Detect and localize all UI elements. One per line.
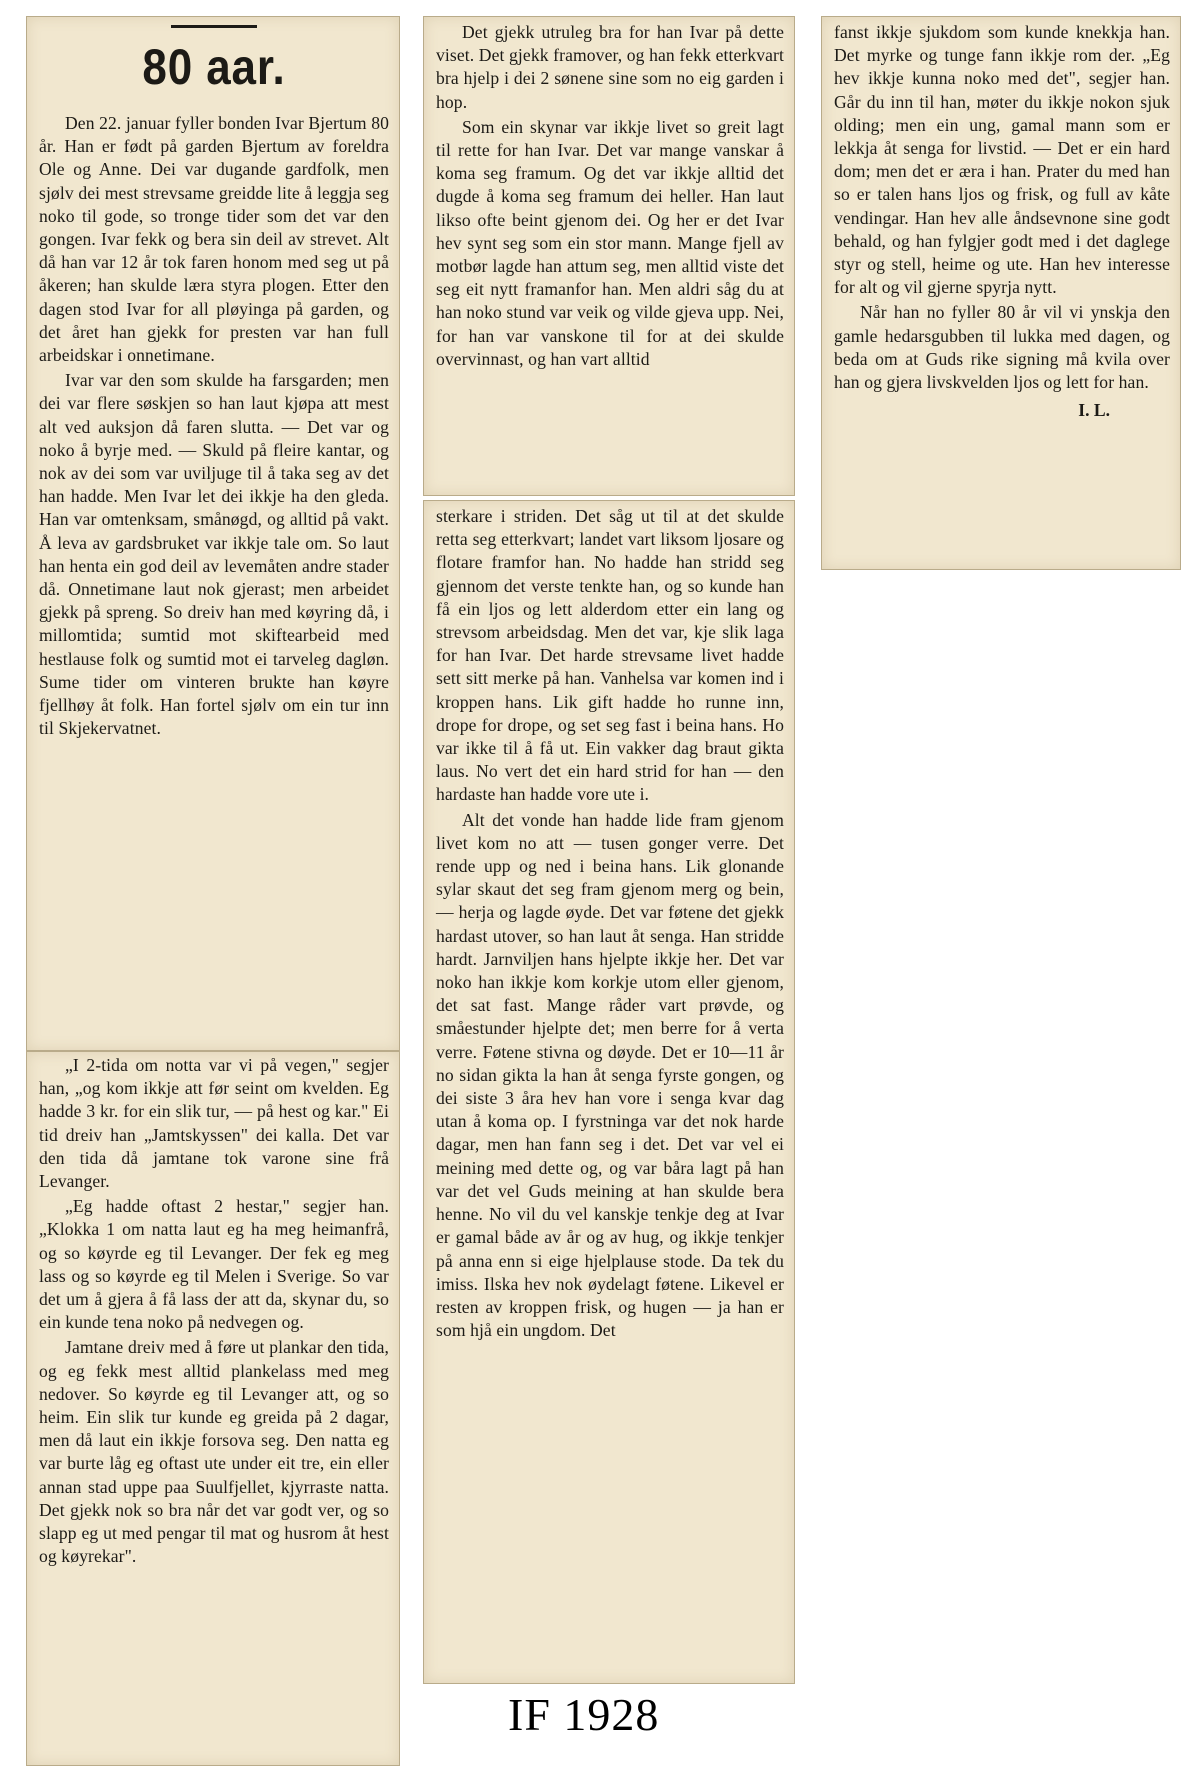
author-signature: I. L.	[1078, 400, 1110, 421]
paragraph: „I 2-tida om notta var vi på vegen," segjer han, „og kom ikkje att før seint om kvelden. Eg hadde 3 kr. for ein slik tur, — på hest og kar." Ei tid dreiv han „Jamtskyssen" dei kalla. Det var den tida då jamtane tok varone sine frå Levanger.	[39, 1055, 389, 1192]
clipping-col1-top	[26, 16, 400, 1051]
clipping-col2-top	[423, 16, 795, 496]
paragraph: Når han no fyller 80 år vil vi ynskja den gamle hedarsgubben til lukka med dagen, og beda om at Guds rike signing må kvila over han og gjera livskvelden ljos og lett for han.	[834, 302, 1170, 393]
paragraph: Den 22. januar fyller bonden Ivar Bjertum 80 år. Han er født på garden Bjertum av foreldra Ole og Anne. Dei var dugande gardfolk, men sjølv dei mest strevsame greidde lite å leggja seg noko til gode, so tronge tider som det var den gongen. Ivar fekk og bera sin deil av strevet. Alt då han var 12 år tok faren honom med seg ut på åkeren; han skulde læra styra plogen. Etter den dagen stod Ivar for all pløyinga på garden, og det året han gjekk for presten var han full arbeidskar i onnetimane.	[39, 113, 389, 366]
paragraph: Som ein skynar var ikkje livet so greit lagt til rette for han Ivar. Det var mange vanskar å koma seg framum. Og det var ikkje alltid det dugde å koma seg framum dei heller. Han laut likso ofte beint gjenom dei. Og her er det Ivar hev synt seg som ein stor mann. Mange fjell av motbør lagde han attum seg, men alltid viste det seg eit nytt framanfor han. Men aldri såg du at han noko stund var veik og vilde gjeva upp. Nei, for han var vanskone til for at dei skulde overvinnast, og han vart alltid	[436, 116, 784, 369]
paragraph: Det gjekk utruleg bra for han Ivar på dette viset. Det gjekk framover, og han fekk etterkvart bra hjelp i dei 2 sønene sine som no eig garden i hop.	[436, 22, 784, 112]
paragraph: Ivar var den som skulde ha farsgarden; men dei var flere søskjen so han laut kjøpa att mest alt ved auksjon då faren slutta. — Det var og noko å byrje med. — Skuld på fleire kantar, og nok av dei som var uviljuge til å taka seg av det han hadde. Men Ivar let dei ikkje ha den gleda. Han var omtenksam, smånøgd, og alltid på vakt. Å leva av gardsbruket var ikkje tale om. So laut han henta ein god deil av levemåten andre stader då. Onnetimane laut nok gjerast; men arbeidet gjekk på spreng. So dreiv han med køyring då, i millomtida; sumtid mot skiftearbeid med hestlause folk og sumtid mot ei tarveleg dagløn. Sume tider om vinteren brukte han køyre fjellhøy åt folk. Han fortel sjølv om ein tur inn til Skjekervatnet.	[39, 370, 389, 739]
headline-rule	[171, 25, 257, 28]
clipping-col3	[821, 16, 1181, 570]
paragraph: Jamtane dreiv med å føre ut plankar den tida, og eg fekk mest alltid plankelass med meg nedover. So køyrde eg til Levanger att, og so heim. Ein slik tur kunde eg greida på 2 dagar, men då laut ein ikkje forsova seg. Den natta eg var burte låg eg oftast ute under eit tre, ein eller annan stad uppe paa Suulfjellet, kjyrraste natta. Det gjekk nok so bra når det var godt ver, og so slapp eg ut med pengar til mat og husrom åt hest og køyrekar".	[39, 1337, 389, 1567]
archive-caption: IF 1928	[508, 1689, 660, 1740]
paragraph: „Eg hadde oftast 2 hestar," segjer han. „Klokka 1 om natta laut eg ha meg heimanfrå, og so køyrde eg til Levanger. Der fek eg meg lass og so køyrde eg til Melen i Sverige. So var det um å gjera å få lass der att da, skynar du, so ein kunde tena noko på nedvegen og.	[39, 1196, 389, 1333]
paragraph: fanst ikkje sjukdom som kunde knekkja han. Det myrke og tunge fann ikkje rom der. „Eg hev ikkje kunna noko med det", segjer han. Går du inn til han, møter du ikkje nokon sjuk olding; men ein ung, gamal mann som er lekkja åt senga for livstid. — Det er ein hard dom; men det er æra i han. Prater du med han so er talen hans ljos og frisk, og full av kåte vendingar. Han hev alle åndsevnone sine godt behald, og han fylgjer godt med i det daglege styr og stell, heime og ute. Han hev interesse for alt og vil gjerne spyrja nytt.	[834, 22, 1170, 298]
paragraph: Alt det vonde han hadde lide fram gjenom livet kom no att — tusen gonger verre. Det rende upp og ned i beina hans. Lik glonande sylar skaut det seg fram gjenom merg og bein, — herja og lagde øyde. Det var føtene det gjekk hardast utover, so han laut åt senga. Han stridde hardt. Jarnviljen hans hjelpte ikkje her. Det var noko han ikkje kom korkje utom eller gjenom, det sat fast. Mange råder vart prøvde, og småestunder hjelpte det; men berre for å verta verre. Føtene stivna og døyde. Det er 10—11 år no sidan gikta la han åt senga fyrste gongen, og dei siste 3 åra hev han vore i senga kvar dag utan å koma op. I fyrstninga var det nok harde dagar, men han fann seg i det. Det var vel ei meining med dette og, og var båra lagt på han var det vel Guds meining at han skulde bera henne. No vil du vel kanskje tenkje deg at Ivar er gamal både av år og av hug, og ikkje tenkjer på anna enn si eige hjelplause stode. Da tek du imiss. Ilska hev nok øydelagt føtene. Likevel er resten av kroppen frisk, og hugen — ja han er som hjå ein ungdom. Det	[436, 809, 784, 1341]
clipping-col1-bottom	[26, 1051, 400, 1766]
article-headline: 80 aar.	[142, 39, 286, 95]
paragraph: sterkare i striden. Det såg ut til at det skulde retta seg etterkvart; landet vart liksom ljosare og flotare framfor han. No hadde han stridd seg gjennom det verste tenkte han, og so kunde han få ein ljos og lett alderdom etter ein lang og strevsom arbeidsdag. Men det var, kje slik laga for han Ivar. Det harde strevsame livet hadde sett sitt merke på han. Vanhelsa var komen ind i kroppen hans. Lik gift hadde ho runne inn, drope for drope, og set seg fast i beina hans. Ho var ikke til å få ut. Ein vakker dag braut gikta laus. No vert det ein hard strid for han — den hardaste han hadde vore ute i.	[436, 506, 784, 805]
clipping-col2-bottom	[423, 500, 795, 1684]
